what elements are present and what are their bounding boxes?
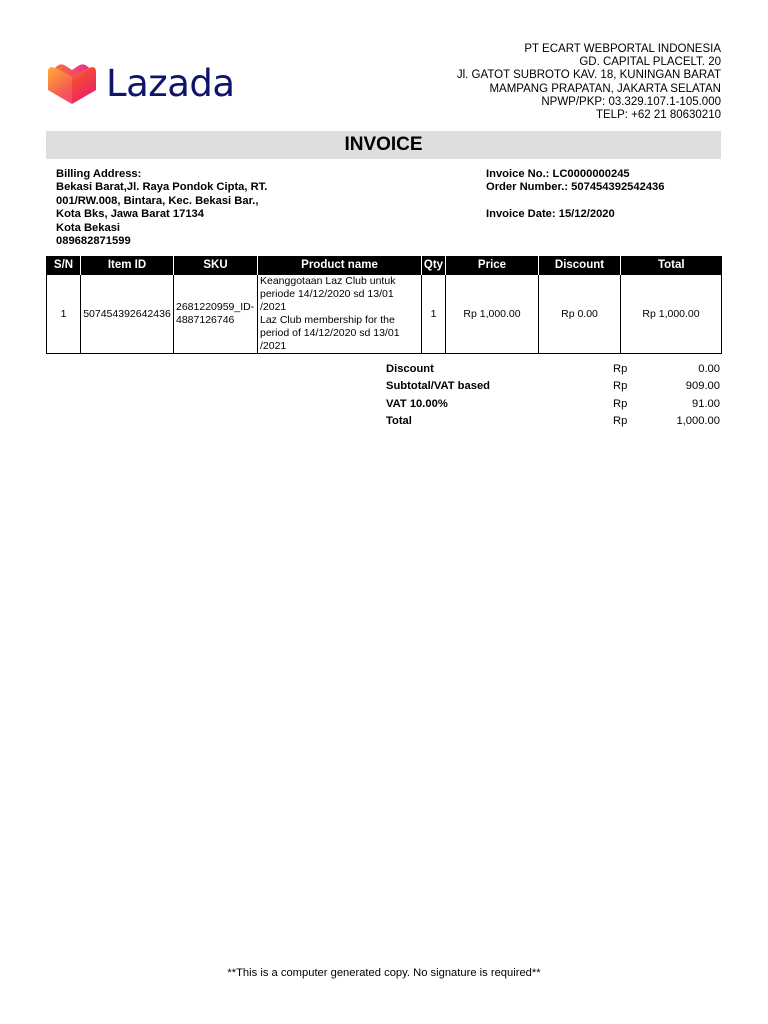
lazada-heart-icon: [46, 60, 98, 106]
product-line: Keanggotaan Laz Club untuk: [260, 275, 396, 287]
product-line: periode 14/12/2020 sd 13/01: [260, 288, 394, 300]
product-line: /2021: [260, 301, 287, 313]
summary-row-total: [386, 415, 720, 432]
summary-row-subtotal: [386, 380, 720, 397]
summary-currency: Rp: [613, 414, 628, 427]
summary-value: 0.00: [698, 363, 720, 375]
summary-block: [386, 363, 720, 432]
billing-line: Kota Bekasi: [56, 221, 121, 234]
summary-value: 1,000.00: [676, 414, 720, 427]
cell-total: Rp 1,000.00: [621, 275, 722, 354]
summary-currency: Rp: [613, 380, 628, 393]
sku-line: 4887126746: [176, 314, 235, 326]
company-info: [457, 43, 721, 122]
product-line: Laz Club membership for the: [260, 314, 395, 326]
invoice-number: Invoice No.: LC0000000245: [486, 168, 630, 180]
invoice-date: Invoice Date: 15/12/2020: [486, 208, 615, 221]
header-product-name: Product name: [258, 256, 422, 275]
company-line: NPWP/PKP: 03.329.107.1-105.000: [541, 95, 721, 108]
invoice-title: INVOICE: [46, 131, 721, 159]
summary-label: Subtotal/VAT based: [386, 380, 491, 393]
cell-item-id: 507454392642436: [81, 275, 174, 354]
cell-sku: [174, 275, 258, 354]
company-line: PT ECART WEBPORTAL INDONESIA: [524, 43, 721, 55]
order-number: Order Number.: 507454392542436: [486, 181, 665, 194]
billing-address: [56, 168, 267, 248]
summary-row-discount: [386, 363, 720, 380]
header-sku: SKU: [174, 256, 258, 275]
header-discount: Discount: [539, 256, 621, 275]
footer-note: **This is a computer generated copy. No signature is required**: [227, 967, 541, 979]
billing-line: Bekasi Barat,Jl. Raya Pondok Cipta, RT.: [56, 181, 268, 194]
billing-label: Billing Address:: [56, 168, 142, 180]
product-line: /2021: [260, 340, 287, 352]
summary-currency: Rp: [613, 397, 628, 410]
sku-line: 2681220959_ID-: [176, 301, 255, 313]
company-line: MAMPANG PRAPATAN, JAKARTA SELATAN: [489, 82, 721, 95]
company-line: TELP: +62 21 80630210: [595, 109, 721, 122]
invoice-meta: [486, 168, 665, 222]
company-line: Jl. GATOT SUBROTO KAV. 18, KUNINGAN BARAT: [456, 69, 721, 82]
header-qty: Qty: [422, 256, 446, 275]
brand-name: Lazada: [106, 61, 235, 105]
billing-line: 089682871599: [56, 235, 131, 248]
summary-label: VAT 10.00%: [386, 397, 448, 410]
summary-label: Discount: [386, 363, 434, 375]
summary-value: 909.00: [685, 380, 720, 393]
company-line: GD. CAPITAL PLACELT. 20: [579, 56, 721, 69]
header-price: Price: [446, 256, 539, 275]
cell-qty: 1: [422, 275, 446, 354]
cell-price: Rp 1,000.00: [446, 275, 539, 354]
table-header-row: [47, 256, 722, 275]
lazada-logo: [46, 60, 235, 106]
summary-value: 91.00: [692, 397, 720, 410]
cell-discount: Rp 0.00: [539, 275, 621, 354]
cell-sn: 1: [47, 275, 81, 354]
table-row: [47, 275, 722, 354]
summary-label: Total: [386, 414, 412, 427]
billing-line: 001/RW.008, Bintara, Kec. Bekasi Bar.,: [56, 194, 259, 207]
summary-row-vat: [386, 398, 720, 415]
cell-product-name: [258, 275, 422, 354]
product-line: period of 14/12/2020 sd 13/01: [260, 327, 400, 339]
header-sn: S/N: [47, 256, 81, 275]
header-item-id: Item ID: [81, 256, 174, 275]
billing-line: Kota Bks, Jawa Barat 17134: [56, 208, 205, 221]
items-table: [46, 256, 722, 354]
header-total: Total: [621, 256, 722, 275]
summary-currency: Rp: [613, 363, 628, 375]
